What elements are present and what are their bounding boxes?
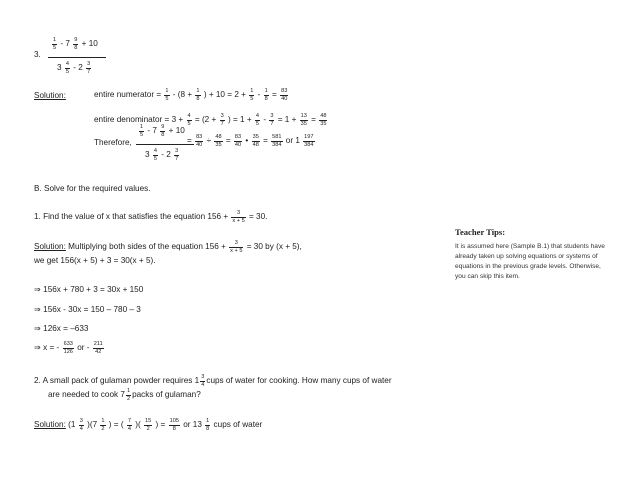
expression-text: ) = bbox=[153, 420, 168, 430]
fraction: $\frac{633}{126}$ bbox=[63, 341, 73, 355]
expression-text: cups of water bbox=[211, 420, 263, 430]
q1-line2: we get 156(x + 5) + 3 = 30(x + 5). bbox=[34, 256, 156, 265]
fraction: $\frac{1}{5}$ bbox=[165, 88, 169, 102]
fraction: $\frac{48}{35}$ bbox=[215, 134, 222, 148]
expression-text: ) = ( bbox=[106, 420, 126, 430]
fraction: $\frac{105}{8}$ bbox=[169, 418, 179, 432]
problem-number: 3. bbox=[34, 50, 41, 59]
expression-text: - bbox=[261, 115, 269, 125]
expression-text: + 10 bbox=[79, 39, 98, 49]
therefore-result bbox=[187, 134, 316, 148]
q1-solution-a: Multiplying both sides of the equation 156 + bbox=[65, 242, 226, 252]
expression-text: - 7 bbox=[145, 126, 160, 136]
q1-step4-frac1 bbox=[62, 341, 75, 355]
q2-solution-label: Solution: bbox=[34, 420, 66, 430]
q1-step4-a: ⇒ x = - bbox=[34, 343, 60, 353]
fraction: $\frac{3}{7}$ bbox=[220, 113, 224, 127]
fraction: $\frac{15}{2}$ bbox=[145, 418, 152, 432]
entire-numerator-line bbox=[94, 88, 289, 102]
q1-step3: ⇒ 126x = –633 bbox=[34, 324, 89, 333]
q1-text-b: = 30. bbox=[249, 212, 268, 222]
expression-text: = bbox=[269, 90, 280, 100]
expression-text: - 2 bbox=[70, 63, 86, 73]
fraction: $\frac{581}{384}$ bbox=[272, 134, 282, 148]
fraction: $\frac{7}{4}$ bbox=[127, 418, 131, 432]
q1-solution-b: = 30 by (x + 5), bbox=[246, 242, 302, 252]
fraction: $\frac{3}{4}$ bbox=[79, 418, 83, 432]
fraction: $\frac{3}{x + 5}$ bbox=[230, 240, 243, 254]
fraction: $\frac{35}{48}$ bbox=[252, 134, 259, 148]
question-2-line1 bbox=[34, 374, 392, 388]
fraction: $\frac{1}{5}$ bbox=[140, 124, 144, 138]
fraction: $\frac{4}{5}$ bbox=[187, 113, 191, 127]
fraction: $\frac{1}{8}$ bbox=[206, 418, 210, 432]
fraction: $\frac{13}{35}$ bbox=[300, 113, 307, 127]
solution-label: Solution: bbox=[34, 91, 66, 100]
q1-text-a: 1. Find the value of x that satisfies the equation 156 + bbox=[34, 212, 229, 222]
q2-line1-a: 2. A small pack of gulaman powder requires 1 bbox=[34, 376, 200, 386]
fraction: $\frac{83}{40}$ bbox=[281, 88, 288, 102]
fraction: $\frac{211}{42}$ bbox=[93, 341, 103, 355]
expression-text: or 1 bbox=[283, 136, 303, 146]
q1-step4-frac2 bbox=[92, 341, 105, 355]
expression-text: = bbox=[308, 115, 319, 125]
expression-text: - 2 bbox=[158, 150, 174, 160]
q1-solution-line bbox=[34, 240, 302, 254]
teacher-tips-body: It is assumed here (Sample B.1) that students have already taken up solving equations or systems of equations in the previous grade levels. Otherwise, you can skip this item. bbox=[455, 243, 605, 280]
q2-line2-a: are needed to cook 7 bbox=[48, 390, 125, 400]
section-b-heading: B. Solve for the required values. bbox=[34, 184, 151, 193]
main-numerator bbox=[51, 37, 98, 51]
expression-text: + 10 bbox=[166, 126, 185, 136]
expression-text: - (8 + bbox=[170, 90, 195, 100]
fraction: $\frac{3}{7}$ bbox=[175, 148, 179, 162]
fraction: $\frac{197}{384}$ bbox=[304, 134, 314, 148]
main-denominator bbox=[57, 61, 92, 75]
fraction: $\frac{1}{2}$ bbox=[101, 418, 105, 432]
fraction: $\frac{83}{40}$ bbox=[234, 134, 242, 148]
q2-solution-line bbox=[34, 418, 262, 432]
fraction: $\frac{1}{5}$ bbox=[53, 37, 57, 51]
fraction: $\frac{1}{2}$ bbox=[126, 388, 131, 402]
main-fraction-bar bbox=[48, 57, 106, 58]
expression-text: - 7 bbox=[58, 39, 73, 49]
q2-line2-frac bbox=[125, 388, 132, 402]
q1-frac bbox=[230, 210, 246, 224]
expression-text: = bbox=[260, 136, 271, 146]
expression-text: or 13 bbox=[180, 420, 205, 430]
therefore-numerator bbox=[138, 124, 185, 138]
entire-denominator-line bbox=[94, 113, 328, 127]
expression-text: (1 bbox=[68, 420, 78, 430]
expression-text: )(7 bbox=[84, 420, 100, 430]
q1-step4-or: or - bbox=[77, 343, 90, 353]
fraction: $\frac{1}{8}$ bbox=[264, 88, 268, 102]
expression-text: = 1 + bbox=[275, 115, 299, 125]
fraction: $\frac{1}{5}$ bbox=[250, 88, 254, 102]
fraction: $\frac{9}{8}$ bbox=[74, 37, 78, 51]
fraction: $\frac{3}{7}$ bbox=[270, 113, 274, 127]
fraction: $\frac{48}{35}$ bbox=[320, 113, 327, 127]
expression-text: )( bbox=[133, 420, 144, 430]
therefore-denominator bbox=[145, 148, 180, 162]
q2-solution-expr bbox=[68, 418, 263, 432]
expression-text: = (2 + bbox=[192, 115, 219, 125]
expression-text: ) + 10 = 2 + bbox=[201, 90, 249, 100]
fraction: $\frac{3}{x + 5}$ bbox=[232, 210, 245, 224]
fraction: $\frac{4}{5}$ bbox=[65, 61, 69, 75]
fraction: $\frac{83}{40}$ bbox=[196, 134, 203, 148]
expression-text: ) = 1 + bbox=[225, 115, 254, 125]
expression-text: = bbox=[223, 136, 233, 146]
fraction: $\frac{3}{7}$ bbox=[87, 61, 91, 75]
expression-text: - bbox=[255, 90, 263, 100]
q1-step2: ⇒ 156x - 30x = 150 – 780 – 3 bbox=[34, 305, 141, 314]
q1-solution-label: Solution: bbox=[34, 242, 66, 252]
expression-text: 3 bbox=[57, 63, 64, 73]
q1-step4 bbox=[34, 341, 105, 355]
question-2-line2 bbox=[48, 388, 201, 402]
expression-text: • bbox=[243, 136, 251, 146]
expression-text: entire denominator = 3 + bbox=[94, 115, 186, 125]
therefore-label: Therefore, bbox=[94, 138, 132, 147]
q2-line2-b: packs of gulaman? bbox=[132, 390, 201, 400]
fraction: $\frac{4}{5}$ bbox=[255, 113, 260, 127]
question-1 bbox=[34, 210, 267, 224]
expression-text: entire numerator = bbox=[94, 90, 164, 100]
fraction: $\frac{9}{8}$ bbox=[161, 124, 165, 138]
expression-text: 3 bbox=[145, 150, 152, 160]
therefore-fraction-bar bbox=[136, 144, 194, 145]
fraction: $\frac{1}{8}$ bbox=[196, 88, 200, 102]
q2-line1-b: cups of water for cooking. How many cups of water bbox=[206, 376, 392, 386]
teacher-tips-heading: Teacher Tips: bbox=[455, 227, 506, 237]
q1-solution-frac bbox=[228, 240, 244, 254]
fraction: $\frac{4}{5}$ bbox=[153, 148, 157, 162]
expression-text: ÷ bbox=[204, 136, 214, 146]
expression-text: = bbox=[187, 136, 195, 146]
q1-step1: ⇒ 156x + 780 + 3 = 30x + 150 bbox=[34, 285, 144, 294]
fraction: $\frac{3}{4}$ bbox=[201, 374, 205, 388]
